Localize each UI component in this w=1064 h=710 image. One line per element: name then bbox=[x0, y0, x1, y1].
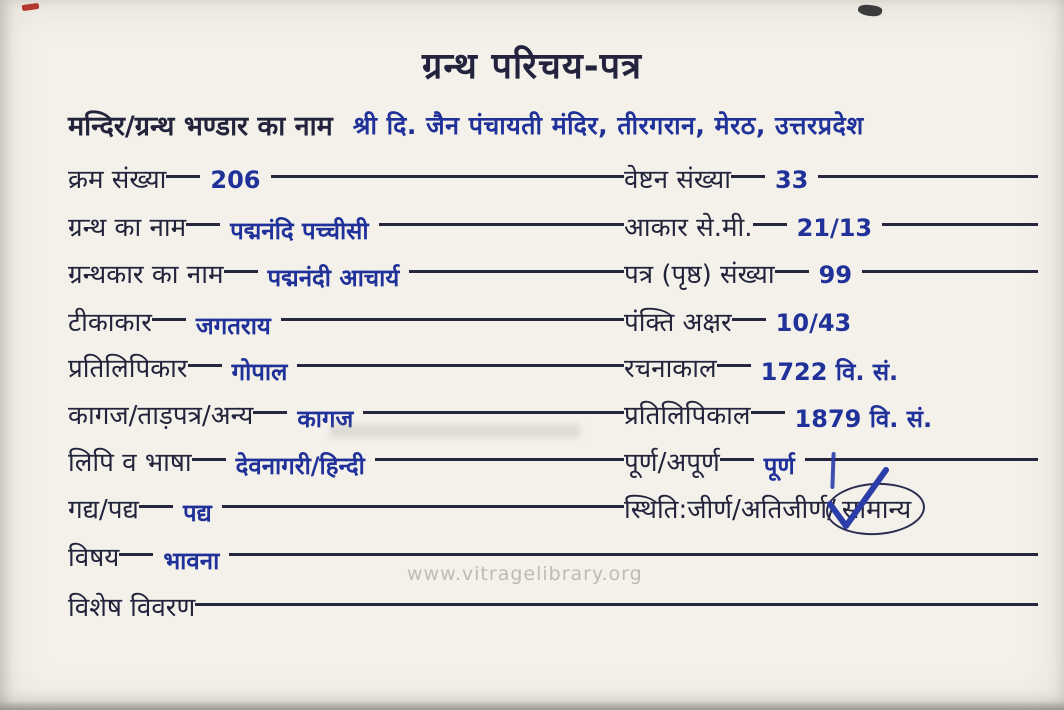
fill-line bbox=[192, 458, 226, 461]
fill-line bbox=[612, 458, 624, 461]
field-label: कागज/ताड़पत्र/अन्य bbox=[68, 401, 254, 431]
scan-artifact-dark bbox=[857, 3, 883, 18]
field-value: 10/43 bbox=[775, 309, 852, 337]
field-label: प्रतिलिपिकाल bbox=[624, 401, 751, 431]
field-value: पूर्ण bbox=[763, 452, 795, 480]
field-label: रचनाकाल bbox=[624, 354, 717, 384]
fill-line bbox=[612, 364, 624, 367]
field-label: पत्र (पृष्ठ) संख्या bbox=[624, 260, 775, 290]
field-label: विषय bbox=[68, 543, 120, 573]
fill-line bbox=[612, 318, 624, 321]
form-row bbox=[68, 255, 1038, 294]
field-label: ग्रन्थ का नाम bbox=[68, 213, 187, 243]
form-row bbox=[68, 443, 1038, 482]
field-value: 1722 वि. सं. bbox=[760, 358, 899, 386]
fill-line bbox=[731, 175, 765, 178]
field-label: टीकाकार bbox=[68, 308, 152, 338]
field-value: गोपाल bbox=[231, 358, 288, 386]
condition-option-text: सामान्य bbox=[841, 495, 912, 525]
fill-line bbox=[222, 505, 612, 508]
scan-smudge bbox=[330, 424, 580, 438]
fill-line bbox=[717, 364, 751, 367]
fill-line bbox=[612, 411, 624, 414]
field-label: ग्रन्थकार का नाम bbox=[68, 260, 224, 290]
field-label: विशेष विवरण bbox=[68, 593, 196, 623]
form-row bbox=[68, 303, 1038, 342]
field-value: 21/13 bbox=[796, 214, 873, 242]
circle-annotation bbox=[825, 480, 927, 537]
field-label: प्रतिलिपिकार bbox=[68, 354, 188, 384]
repository-value: श्री दि. जैन पंचायती मंदिर, तीरगरान, मेरठ, उत्तरप्रदेश bbox=[352, 111, 864, 140]
fill-line bbox=[166, 175, 200, 178]
repository-label: मन्दिर/ग्रन्थ भण्डार का नाम bbox=[68, 111, 333, 142]
fill-line bbox=[612, 505, 624, 508]
field-value: पद्मनंदि पच्चीसी bbox=[230, 217, 369, 245]
fill-line bbox=[224, 270, 258, 273]
fill-line bbox=[751, 411, 785, 414]
fill-line bbox=[882, 223, 1038, 226]
field-value: 33 bbox=[774, 166, 809, 194]
watermark: www.vitragelibrary.org bbox=[407, 563, 643, 585]
scan-artifact-red bbox=[22, 3, 40, 11]
fill-line bbox=[281, 318, 612, 321]
field-label: पंक्ति अक्षर bbox=[624, 308, 732, 338]
fill-line bbox=[862, 270, 1038, 273]
fill-line bbox=[186, 223, 220, 226]
fill-line bbox=[612, 223, 624, 226]
fill-line bbox=[195, 603, 1038, 606]
field-value: देवनागरी/हिन्दी bbox=[235, 452, 365, 480]
fill-line bbox=[753, 223, 787, 226]
field-value: पद्य bbox=[182, 499, 212, 527]
scan-edge-shadow bbox=[0, 701, 1064, 710]
fill-line bbox=[188, 364, 222, 367]
fill-line bbox=[119, 553, 153, 556]
field-value: 206 bbox=[210, 166, 261, 194]
fill-line bbox=[612, 175, 624, 178]
form-row bbox=[68, 208, 1038, 247]
field-value: पद्मनंदी आचार्य bbox=[267, 264, 400, 292]
form-row bbox=[68, 490, 1038, 529]
fill-line bbox=[363, 411, 612, 414]
fill-line bbox=[818, 175, 1038, 178]
field-label: क्रम संख्या bbox=[68, 165, 167, 195]
field-value: 99 bbox=[818, 261, 853, 289]
field-value: 1879 वि. सं. bbox=[794, 405, 933, 433]
repository-row bbox=[68, 106, 1042, 143]
fill-line bbox=[297, 364, 612, 367]
fill-line bbox=[253, 411, 287, 414]
condition-selected-option bbox=[836, 490, 917, 526]
fill-line bbox=[271, 175, 613, 178]
form-row-details bbox=[68, 588, 1038, 624]
fill-line bbox=[379, 223, 612, 226]
fill-line bbox=[409, 270, 612, 273]
pen-stray-mark bbox=[830, 452, 835, 489]
fill-line bbox=[720, 458, 754, 461]
fill-line bbox=[775, 270, 809, 273]
form-row bbox=[68, 349, 1038, 388]
form-row bbox=[68, 160, 1038, 196]
field-value: कागज bbox=[297, 405, 354, 433]
field-label: पूर्ण/अपूर्ण bbox=[624, 448, 720, 478]
field-label: गद्य/पद्य bbox=[68, 495, 139, 525]
fill-line bbox=[152, 318, 186, 321]
field-label: लिपि व भाषा bbox=[68, 448, 192, 478]
fill-line bbox=[229, 553, 1038, 556]
fill-line bbox=[805, 458, 1038, 461]
fill-line bbox=[375, 458, 612, 461]
condition-label: स्थिति:जीर्ण/अतिजीर्ण/ bbox=[624, 495, 836, 525]
field-value: जगतराय bbox=[195, 312, 271, 340]
field-value: भावना bbox=[163, 547, 220, 575]
page-title: ग्रन्थ परिचय-पत्र bbox=[422, 46, 642, 87]
fill-line bbox=[732, 318, 766, 321]
fill-line bbox=[139, 505, 173, 508]
field-label: वेष्टन संख्या bbox=[624, 165, 731, 195]
fill-line bbox=[612, 270, 624, 273]
field-label: आकार से.मी. bbox=[624, 213, 753, 243]
